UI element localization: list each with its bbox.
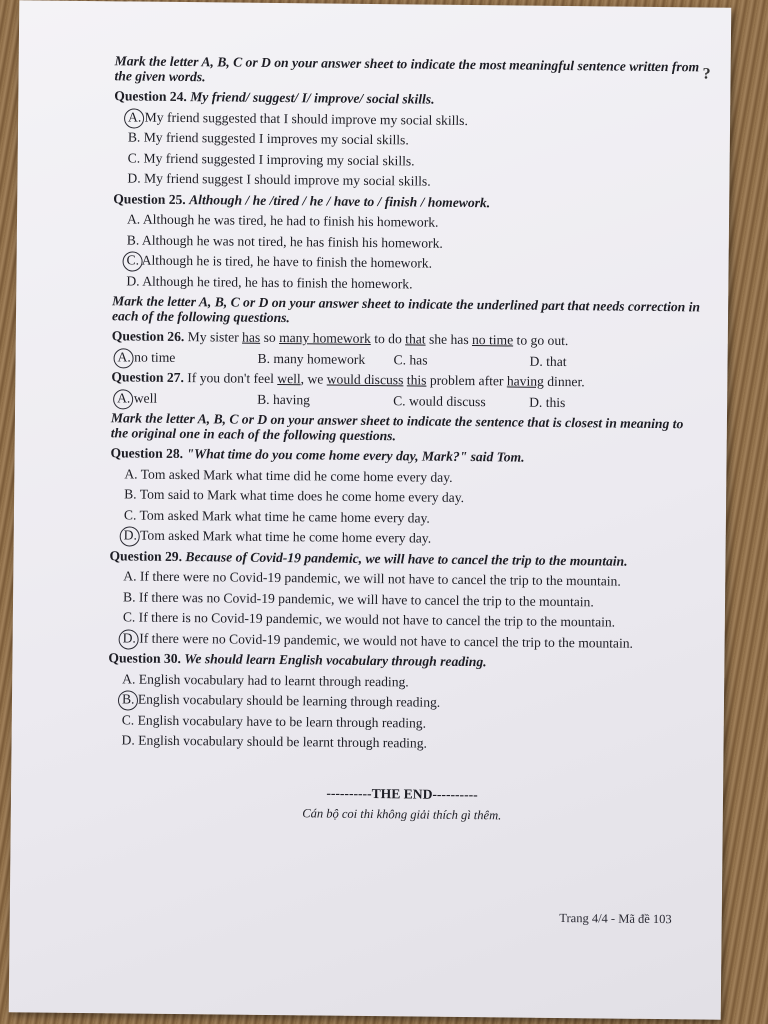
option-30b: B. English vocabulary should be learning through reading. — [122, 689, 698, 716]
option-28a: A. Tom asked Mark what time did he come home every day. — [124, 465, 453, 485]
option-29d: D. If there were no Covid-19 pandemic, we would not have to cancel the trip to the mountain. — [123, 628, 699, 655]
option-30d: D. English vocabulary should be learnt through reading. — [121, 732, 428, 751]
option-26d: D. that — [529, 353, 567, 369]
question-stem: Although / he /tired / he / have to / finish / homework. — [189, 191, 491, 210]
page-footer: Trang 4/4 - Mã đề 103 — [559, 911, 672, 927]
text-part: If you don't feel — [187, 370, 278, 387]
option-28c: C. Tom asked Mark what time he came home every day. — [123, 506, 430, 526]
the-end-marker: ----------THE END---------- — [326, 785, 478, 802]
option-28b: B. Tom said to Mark what time does he come home every day. — [124, 486, 465, 505]
option-27b: B. having — [257, 391, 311, 407]
text-part: problem after — [426, 372, 507, 389]
option-28d: D. Tom asked Mark what time he come home every day. — [124, 525, 700, 552]
question-stem: "What time do you come home every day, Mark?" said Tom. — [186, 446, 525, 465]
question-label: Question 25. — [113, 190, 186, 207]
question-label: Question 30. — [108, 650, 182, 667]
underlined-part: many homework — [279, 330, 371, 346]
option-25a: A. Although he was tired, he had to finish his homework. — [126, 211, 439, 230]
option-29a: A. If there were no Covid-19 pandemic, we will not have to cancel the trip to the mountain. — [123, 568, 621, 589]
question-stem: Because of Covid-19 pandemic, we will have to cancel the trip to the mountain. — [185, 548, 628, 569]
underlined-part: has — [242, 329, 261, 345]
question-sentence — [188, 329, 569, 348]
option-24c: C. My friend suggested I improving my social skills. — [127, 149, 415, 168]
underlined-part: having — [506, 373, 544, 389]
option-27c: C. would discuss — [393, 392, 486, 409]
question-stem: We should learn English vocabulary through reading. — [184, 651, 487, 670]
option-26c: C. has — [393, 351, 428, 368]
option-24d: D. My friend suggest I should improve my social skills. — [127, 170, 431, 189]
question-label: Question 26. — [111, 328, 185, 345]
section3-instruction: Mark the letter A, B, C or D on your answer sheet to indicate the sentence that is closest in meaning to the original one in each of the following questions. — [110, 410, 684, 444]
text-part: so — [260, 329, 280, 346]
question-label: Question 29. — [109, 547, 183, 564]
option-30a: A. English vocabulary had to learnt through reading. — [122, 670, 409, 689]
text-part: to go out. — [513, 332, 569, 349]
question-stem: My friend/ suggest/ I/ improve/ social skills. — [190, 89, 435, 107]
underlined-part: would discuss — [326, 371, 404, 388]
proctor-note: Cán bộ coi thi không giải thích gì thêm. — [302, 806, 502, 823]
question-sentence — [187, 370, 585, 389]
text-part: , we — [300, 371, 327, 387]
underlined-part: well — [277, 371, 301, 387]
section1-instruction: Mark the letter A, B, C or D on your answer sheet to indicate the most meaningful sentence written from the given words. — [114, 53, 700, 85]
text-part: My sister — [187, 329, 243, 345]
exam-paper — [9, 0, 732, 1019]
underlined-part: no time — [471, 332, 514, 348]
margin-mark: ? — [702, 65, 711, 83]
question-label: Question 27. — [111, 369, 184, 386]
text-part: dinner. — [543, 373, 585, 390]
option-29c: C. If there is no Covid-19 pandemic, we would not have to cancel the trip to the mountain. — [122, 609, 616, 630]
text-part: she has — [425, 331, 473, 348]
option-26b: B. many homework — [257, 350, 366, 367]
option-29b: B. If there was no Covid-19 pandemic, we will have to cancel the trip to the mountain. — [123, 588, 594, 609]
underlined-part: that — [405, 331, 426, 347]
text-part: to do — [370, 331, 406, 347]
section2-instruction: Mark the letter A, B, C or D on your answer sheet to indicate the underlined part that needs correction in each of the following questions. — [111, 293, 701, 326]
option-27d: D. this — [529, 394, 566, 410]
option-30c: C. English vocabulary have to be learn through reading. — [121, 711, 427, 731]
option-27a: A. well — [117, 388, 257, 410]
option-26a: A. no time — [117, 347, 257, 369]
exam-content — [107, 51, 705, 828]
option-25c: C. Although he is tired, he have to finish the homework. — [126, 250, 702, 277]
option-24a: A. My friend suggested that I should improve my social skills. — [128, 107, 704, 134]
option-24b: B. My friend suggested I improves my social skills. — [127, 129, 409, 148]
question-label: Question 28. — [110, 445, 184, 462]
option-25b: B. Although he was not tired, he has finish his homework. — [126, 231, 443, 251]
option-25d: D. Although he tired, he has to finish the homework. — [126, 272, 413, 291]
question-label: Question 24. — [114, 88, 187, 105]
underlined-part: this — [406, 372, 427, 388]
